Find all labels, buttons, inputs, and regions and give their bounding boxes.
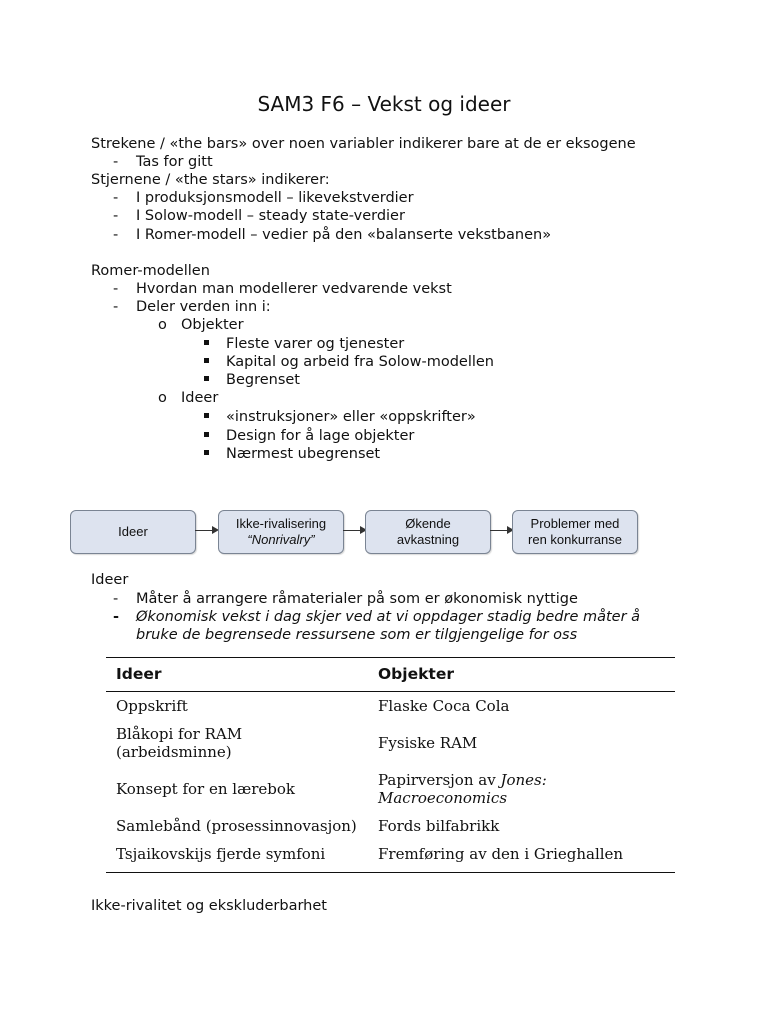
table-row: [106, 720, 675, 766]
stars-sub-romer: I Romer-modell – vedier på den «balanserte vekstbanen»: [136, 227, 552, 243]
dash-marker: -: [113, 609, 120, 625]
object-text-italic: Jones: Macroeconomics: [378, 771, 547, 807]
stars-sub-production: I produksjonsmodell – likevekstverdier: [136, 190, 414, 206]
table-row: [106, 766, 675, 812]
dash-marker: -: [113, 154, 119, 170]
circle-bullet: o: [158, 317, 167, 333]
ideas-objects-table: [106, 657, 675, 873]
idea-cell: Konsept for en lærebok: [116, 780, 295, 798]
column-header: Ideer: [106, 658, 368, 692]
idea-cell: Blåkopi for RAM (arbeidsminne): [116, 725, 243, 761]
ideer-item: «instruksjoner» eller «oppskrifter»: [226, 409, 476, 425]
objekter-item: Fleste varer og tjenester: [226, 336, 405, 352]
table-row: [106, 692, 675, 721]
box-line: Ikke-rivalisering: [235, 516, 327, 531]
object-text: Fysiske RAM: [378, 734, 478, 752]
stars-sub-solow: I Solow-modell – steady state-verdier: [136, 208, 405, 224]
object-cell: [368, 720, 675, 766]
romer-sub-growth: Hvordan man modellerer vedvarende vekst: [136, 281, 452, 297]
table-row: [106, 840, 675, 873]
box-line: Økende: [405, 516, 451, 531]
idea-cell: Samlebånd (prosessinnovasjon): [116, 817, 357, 835]
circle-bullet: o: [158, 390, 167, 406]
ideer-item: Design for å lage objekter: [226, 428, 415, 444]
square-bullet-icon: [204, 450, 209, 455]
box-line: ren konkurranse: [528, 532, 622, 547]
bars-statement: Strekene / «the bars» over noen variabler indikerer bare at de er eksogene: [91, 136, 636, 152]
box-line: Problemer med: [530, 516, 620, 531]
square-bullet-icon: [204, 340, 209, 345]
dash-marker: -: [113, 299, 119, 315]
square-bullet-icon: [204, 358, 209, 363]
object-cell: [368, 692, 675, 721]
square-bullet-icon: [204, 413, 209, 418]
table-header-row: [106, 658, 675, 692]
object-text: Papirversjon av: [378, 771, 501, 789]
ideer-section-heading: Ideer: [91, 572, 129, 588]
idea-cell: Oppskrift: [116, 697, 188, 715]
box-line: “Nonrivalry”: [247, 532, 315, 547]
dash-marker: -: [113, 591, 119, 607]
romer-sub-divides: Deler verden inn i:: [136, 299, 271, 315]
box-line: avkastning: [396, 532, 460, 547]
dash-marker: -: [113, 190, 119, 206]
object-text: Fords bilfabrikk: [378, 817, 500, 835]
bars-sub: Tas for gitt: [136, 154, 213, 170]
object-cell: [368, 766, 675, 812]
box-line: Ideer: [118, 524, 148, 539]
diagram-box-competition-problems: [512, 510, 638, 554]
square-bullet-icon: [204, 376, 209, 381]
diagram-box-increasing-returns: [365, 510, 491, 554]
ideer-section-item: Måter å arrangere råmaterialer på som er økonomisk nyttige: [136, 591, 578, 607]
dash-marker: -: [113, 227, 119, 243]
square-bullet-icon: [204, 432, 209, 437]
ideer-item: Nærmest ubegrenset: [226, 446, 381, 462]
column-header: Objekter: [368, 658, 675, 692]
objekter-label: Objekter: [181, 317, 244, 333]
ideer-label: Ideer: [181, 390, 219, 406]
diagram-box-nonrivalry: [218, 510, 344, 554]
idea-cell: Tsjaikovskijs fjerde symfoni: [106, 840, 368, 873]
objekter-item: Begrenset: [226, 372, 300, 388]
table-row: [106, 812, 675, 840]
object-cell: [368, 840, 675, 873]
object-cell: [368, 812, 675, 840]
objekter-item: Kapital og arbeid fra Solow-modellen: [226, 354, 494, 370]
stars-statement: Stjernene / «the stars» indikerer:: [91, 172, 330, 188]
object-text: Flaske Coca Cola: [378, 697, 510, 715]
dash-marker: -: [113, 281, 119, 297]
ideer-section-item-italic: Økonomisk vekst i dag skjer ved at vi oppdager stadig bedre måter å: [136, 609, 641, 625]
romer-heading: Romer-modellen: [91, 263, 210, 279]
diagram-box-ideer: [70, 510, 196, 554]
object-text: Fremføring av den i Grieghallen: [378, 845, 624, 863]
page-title: SAM3 F6 – Vekst og ideer: [257, 92, 511, 116]
section-heading-nonrivalry: Ikke-rivalitet og ekskluderbarhet: [91, 898, 327, 914]
dash-marker: -: [113, 208, 119, 224]
ideer-section-item-italic: bruke de begrensede ressursene som er tilgjengelige for oss: [136, 627, 578, 643]
